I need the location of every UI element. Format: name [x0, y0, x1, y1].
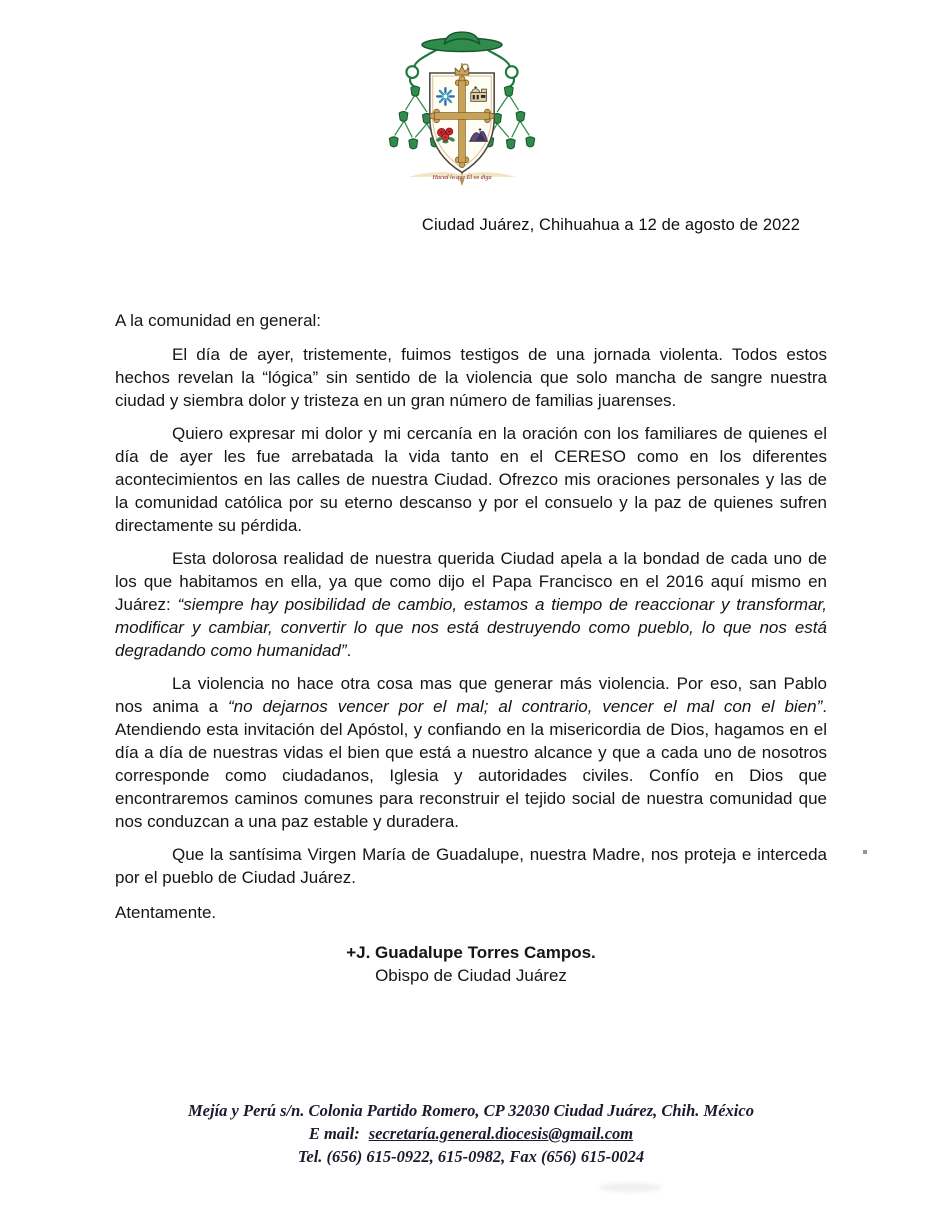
quoted-text: “no dejarnos vencer por el mal; al contrario, vencer el mal con el bien” [228, 697, 823, 716]
footer-email-line [115, 1122, 827, 1145]
footer-email-label: E mail: [308, 1124, 360, 1143]
scan-artifact-smudge [598, 1183, 662, 1192]
paragraph-text: La violencia no hace otra cosa mas que generar más violencia. Por eso, san Pablo nos anima a [115, 674, 827, 716]
signature-block [115, 941, 827, 987]
star-charge-icon [437, 88, 454, 105]
paragraph-text: Esta dolorosa realidad de nuestra querida Ciudad apela a la bondad de cada uno de los que habitamos en ella, ya que como dijo el Papa Francisco en el 2016 aquí mismo en Juárez: [115, 549, 827, 614]
paragraph-text: Que la santísima Virgen María de Guadalupe, nuestra Madre, nos proteja e interceda por el pueblo de Ciudad Juárez. [115, 845, 827, 887]
crest-motto: Haced lo que Él os diga [431, 174, 492, 181]
paragraph-text: . Atendiendo esta invitación del Apóstol, y confiando en la misericordia de Dios, hagamos en el día a día de nuestras vidas el bien que está a nuestro alcance y que a cada uno de nosotros corresponde como ciudadanos, Iglesia y autoridades civiles. Confío en Dios que encontraremos caminos comunes para reconstruir el tejido social de nuestra comunidad que nos conduzcan a una paz estable y duradera. [115, 697, 827, 831]
letter-body [0, 311, 927, 1168]
galero-hat-icon [422, 32, 502, 52]
crown-icon [455, 66, 469, 75]
coat-of-arms-graphic [384, 30, 540, 196]
signer-title: Obispo de Ciudad Juárez [375, 966, 567, 985]
paragraph-text: El día de ayer, tristemente, fuimos testigos de una jornada violenta. Todos estos hechos revelan la “lógica” sin sentido de la violencia que solo mancha de sangre nuestra ciudad y siembra dolor y tristeza en un gran número de familias juarenses. [115, 345, 827, 410]
salutation: A la comunidad en general: [115, 311, 322, 330]
paragraph [115, 672, 827, 833]
footer-phone: Tel. (656) 615-0922, 615-0982, Fax (656) 615-0024 [297, 1147, 645, 1166]
closing: Atentamente. [115, 903, 217, 922]
footer-email: secretaría.general.diocesis@gmail.com [368, 1124, 634, 1143]
paragraph [115, 422, 827, 537]
quoted-text: “siempre hay posibilidad de cambio, estamos a tiempo de reaccionar y transformar, modificar y cambiar, convertir lo que nos está destruyendo como pueblo, lo que nos está degradando como humanidad” [115, 595, 827, 660]
date-line: Ciudad Juárez, Chihuahua a 12 de agosto de 2022 [421, 216, 800, 234]
paragraph [115, 843, 827, 889]
signer-name: +J. Guadalupe Torres Campos. [346, 943, 596, 962]
paragraph [115, 547, 827, 662]
letterhead-footer [115, 1099, 827, 1168]
letter-paragraphs [115, 343, 827, 889]
letter-document [0, 30, 927, 1230]
paragraph-text: . [346, 641, 352, 660]
paragraph-text: Quiero expresar mi dolor y mi cercanía en la oración con los familiares de quienes el día de ayer les fue arrebatada la vida tanto en el CERESO como en los diferentes acontecimientos en las calles de nuestra Ciudad. Ofrezco mis oraciones personales y las de la comunidad católica por su eterno descanso y por el consuelo y la paz de quienes sufren directamente su pérdida. [115, 424, 827, 535]
footer-address: Mejía y Perú s/n. Colonia Partido Romero, CP 32030 Ciudad Juárez, Chih. México [188, 1101, 754, 1120]
paragraph [115, 343, 827, 412]
scan-artifact-dot [863, 850, 867, 854]
coat-of-arms [384, 30, 544, 196]
